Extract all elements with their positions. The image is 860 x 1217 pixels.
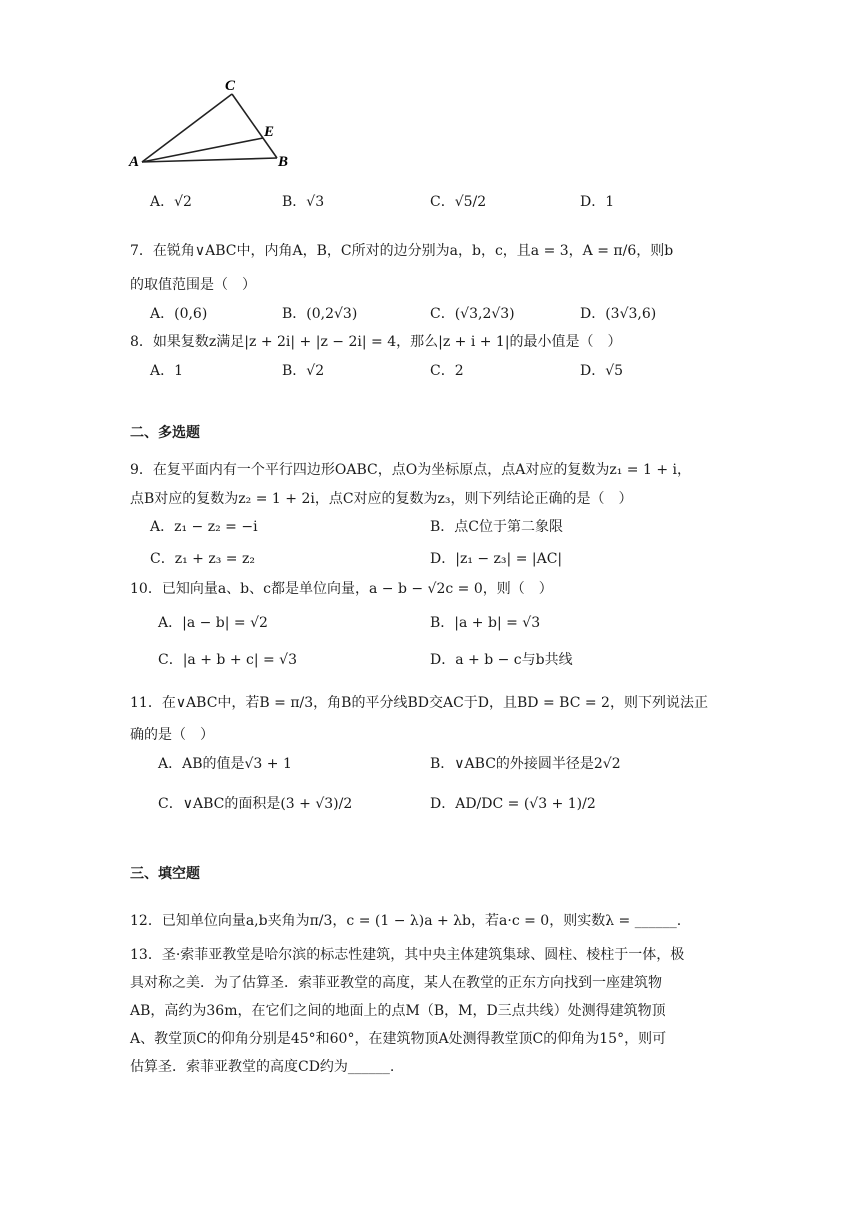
q7-option-b: B．(0,2√3) bbox=[282, 306, 358, 322]
q9-stem-line1: 9．在复平面内有一个平行四边形OABC，点O为坐标原点，点A对应的复数为z₁ = 1 + i， bbox=[130, 462, 691, 478]
q9-option-d: D．|z₁ − z₃| = |AC| bbox=[430, 551, 563, 567]
q11-option-c: C．∨ABC的面积是(3 + √3)/2 bbox=[158, 796, 353, 812]
q6-option-a: A．√2 bbox=[150, 194, 192, 210]
q8-option-d: D．√5 bbox=[580, 363, 624, 379]
q12-stem-line1: 12．已知单位向量a,b夹角为π/3，c = (1 − λ)a + λb，若a·c = 0，则实数λ = ______. bbox=[130, 913, 682, 929]
label-c: C bbox=[225, 78, 236, 94]
q13-stem-line3: AB，高约为36m，在它们之间的地面上的点M（B，M，D三点共线）处测得建筑物顶 bbox=[130, 1003, 666, 1019]
q10-option-a: A．|a − b| = √2 bbox=[158, 615, 268, 631]
q6-option-c: C．√5/2 bbox=[430, 194, 487, 210]
q11-option-a: A．AB的值是√3 + 1 bbox=[158, 756, 292, 772]
q13-stem-line2: 具对称之美．为了估算圣．索菲亚教堂的高度，某人在教堂的正东方向找到一座建筑物 bbox=[130, 975, 662, 991]
q13-stem-line4: A、教堂顶C的仰角分别是45°和60°，在建筑物顶A处测得教堂顶C的仰角为15°，则可 bbox=[130, 1031, 667, 1047]
q7-option-d: D．(3√3,6) bbox=[580, 306, 657, 322]
q10-option-c: C．|a + b + c| = √3 bbox=[158, 652, 298, 668]
q7-option-c: C．(√3,2√3) bbox=[430, 306, 515, 322]
q10-stem-line1: 10．已知向量a、b、c都是单位向量，a − b − √2c = 0，则（ ） bbox=[130, 581, 553, 597]
section-fill-in-heading: 三、填空题 bbox=[130, 866, 200, 882]
q6-option-d: D．1 bbox=[580, 194, 615, 210]
q8-stem-line1: 8．如果复数z满足|z + 2i| + |z − 2i| = 4，那么|z + i + 1|的最小值是（ ） bbox=[130, 334, 622, 350]
q11-stem-line2: 确的是（ ） bbox=[130, 727, 214, 743]
q8-option-c: C．2 bbox=[430, 363, 464, 379]
q9-option-c: C．z₁ + z₃ = z₂ bbox=[150, 551, 255, 567]
q9-stem-line2: 点B对应的复数为z₂ = 1 + 2i，点C对应的复数为z₃，则下列结论正确的是（ ） bbox=[130, 491, 633, 507]
q13-stem-line1: 13．圣·索菲亚教堂是哈尔滨的标志性建筑，其中央主体建筑集球、圆柱、棱柱于一体，极 bbox=[130, 947, 685, 963]
q10-option-d: D．a + b − c与b共线 bbox=[430, 652, 573, 668]
section-multiple-choice-heading: 二、多选题 bbox=[130, 425, 200, 441]
q8-option-b: B．√2 bbox=[282, 363, 325, 379]
label-e: E bbox=[264, 124, 275, 140]
label-a: A bbox=[129, 154, 140, 170]
segment-ac bbox=[142, 94, 232, 162]
q11-option-d: D．AD/DC = (√3 + 1)/2 bbox=[430, 796, 596, 812]
triangle-figure bbox=[125, 75, 295, 175]
q10-option-b: B．|a + b| = √3 bbox=[430, 615, 541, 631]
q13-stem-line5: 估算圣．索菲亚教堂的高度CD约为______. bbox=[130, 1059, 395, 1075]
q7-stem-line2: 的取值范围是（ ） bbox=[130, 277, 256, 293]
q11-option-b: B．∨ABC的外接圆半径是2√2 bbox=[430, 756, 621, 772]
q6-option-b: B．√3 bbox=[282, 194, 325, 210]
q8-option-a: A．1 bbox=[150, 363, 184, 379]
q7-option-a: A．(0,6) bbox=[150, 306, 208, 322]
q9-option-b: B．点C位于第二象限 bbox=[430, 519, 563, 535]
q9-option-a: A．z₁ − z₂ = −i bbox=[150, 519, 258, 535]
q11-stem-line1: 11．在∨ABC中，若B = π/3，角B的平分线BD交AC于D，且BD = BC = 2，则下列说法正 bbox=[130, 695, 708, 711]
q7-stem-line1: 7．在锐角∨ABC中，内角A，B，C所对的边分别为a，b，c，且a = 3，A = π/6，则b bbox=[130, 243, 674, 259]
label-b: B bbox=[278, 154, 289, 170]
